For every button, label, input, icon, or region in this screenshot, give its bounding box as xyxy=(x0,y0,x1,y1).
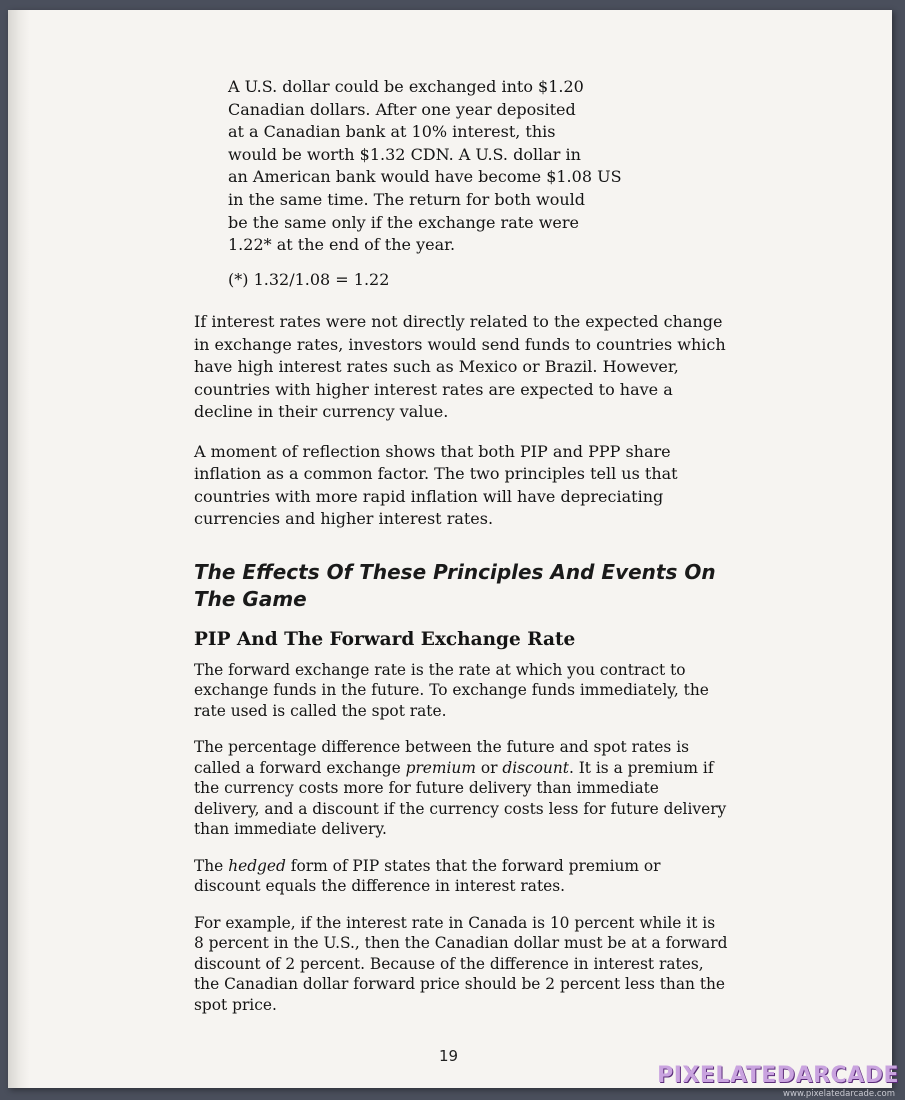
paragraph-hedged-pip xyxy=(194,856,729,897)
text-span: or xyxy=(475,758,503,777)
text-span: The percentage difference between the future and spot rates is called a forward exchange xyxy=(194,738,690,777)
section-title: The Effects Of These Principles And Events On The Game xyxy=(194,559,716,611)
example-line: 1.22* at the end of the year. xyxy=(228,235,456,255)
term-premium: premium xyxy=(405,758,476,777)
term-discount: discount xyxy=(502,758,569,777)
term-hedged: hedged xyxy=(228,856,286,875)
page-gutter xyxy=(8,10,30,1088)
example-line: Canadian dollars. After one year deposited xyxy=(228,99,576,119)
paragraph-interest-rates: If interest rates were not directly related to the expected change in exchange rates, investors would send funds to countries which have high interest rates such as Mexico or Brazil. However, countries with higher interest rates are expected to have a decline in their currency value. xyxy=(194,312,726,422)
document-page xyxy=(8,10,892,1088)
example-line: would be worth $1.32 CDN. A U.S. dollar in xyxy=(228,144,581,164)
example-line: in the same time. The return for both would xyxy=(228,189,586,209)
paragraph-example: For example, if the interest rate in Canada is 10 percent while it is 8 percent in the U.S., then the Canadian dollar must be at a forward discount of 2 percent. Because of the difference in interest rates, the Canadian dollar forward price should be 2 percent less than the spot price. xyxy=(194,913,728,1014)
text-span: . It is a premium if the currency costs more for future delivery than immediate delivery, and a discount if the currency costs less for future delivery than immediate delivery. xyxy=(194,758,727,839)
example-formula: (*) 1.32/1.08 = 1.22 xyxy=(228,269,390,289)
watermark-logo: PIXELATEDARCADE xyxy=(657,1063,899,1088)
text-span: form of PIP states that the forward premium or discount equals the difference in interest rates. xyxy=(194,856,661,896)
example-line: be the same only if the exchange rate were xyxy=(228,212,580,232)
example-line: A U.S. dollar could be exchanged into $1.20 xyxy=(228,77,584,96)
paragraph-forward-rate: The forward exchange rate is the rate at which you contract to exchange funds in the future. To exchange funds immediately, the rate used is called the spot rate. xyxy=(194,660,709,720)
paragraph-pip-ppp: A moment of reflection shows that both PIP and PPP share inflation as a common factor. The two principles tell us that countries with more rapid inflation will have depreciating currencies and higher interest rates. xyxy=(194,441,678,529)
text-span: The xyxy=(194,856,229,875)
example-line: at a Canadian bank at 10% interest, this xyxy=(228,122,556,142)
example-block xyxy=(228,76,638,291)
page-number: 19 xyxy=(439,1047,459,1065)
example-line: an American bank would have become $1.08 US xyxy=(228,167,622,187)
paragraph-premium-discount xyxy=(194,737,729,840)
page-content xyxy=(194,76,729,1015)
subsection-title: PIP And The Forward Exchange Rate xyxy=(194,628,576,650)
watermark-url: www.pixelatedarcade.com xyxy=(783,1089,895,1099)
